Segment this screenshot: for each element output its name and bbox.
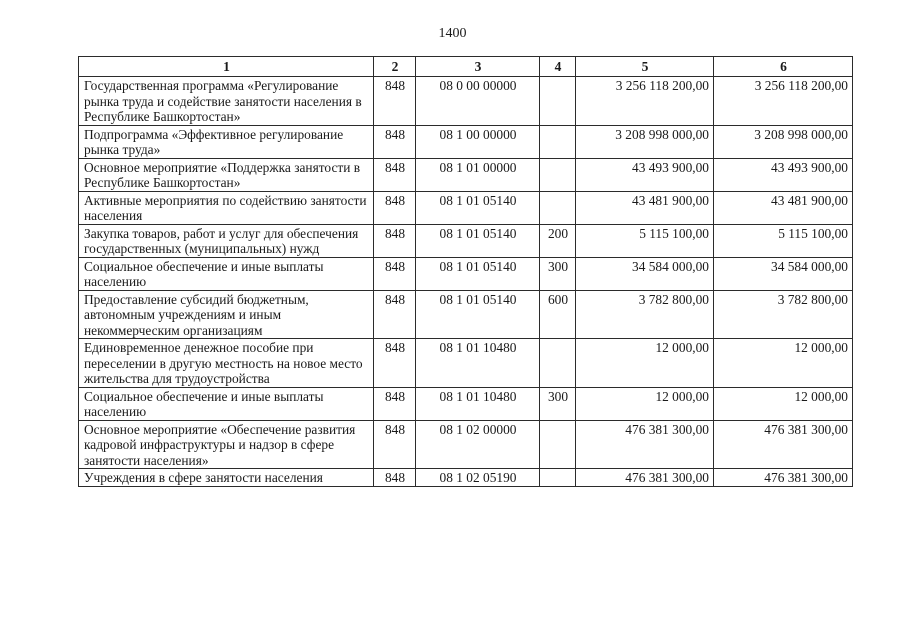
row-expense-type: 300 bbox=[540, 257, 576, 290]
row-expense-type bbox=[540, 469, 576, 487]
row-amount-1: 3 782 800,00 bbox=[576, 290, 714, 339]
row-amount-2: 43 493 900,00 bbox=[714, 158, 853, 191]
row-name: Основное мероприятие «Обеспечение развития кадровой инфраструктуры и надзор в сфере занятости населения» bbox=[79, 420, 374, 469]
row-name: Основное мероприятие «Поддержка занятости в Республике Башкортостан» bbox=[79, 158, 374, 191]
row-expense-type bbox=[540, 77, 576, 126]
row-ministry-code: 848 bbox=[374, 420, 416, 469]
row-target-code: 08 1 01 05140 bbox=[416, 191, 540, 224]
table-row bbox=[79, 387, 853, 420]
row-target-code: 08 1 02 05190 bbox=[416, 469, 540, 487]
row-target-code: 08 1 01 10480 bbox=[416, 339, 540, 388]
table-row bbox=[79, 77, 853, 126]
table-row bbox=[79, 290, 853, 339]
row-target-code: 08 1 02 00000 bbox=[416, 420, 540, 469]
table-row bbox=[79, 158, 853, 191]
row-target-code: 08 1 01 10480 bbox=[416, 387, 540, 420]
row-amount-2: 43 481 900,00 bbox=[714, 191, 853, 224]
column-header: 1 bbox=[79, 57, 374, 77]
table-row bbox=[79, 125, 853, 158]
table-row bbox=[79, 339, 853, 388]
row-ministry-code: 848 bbox=[374, 387, 416, 420]
row-expense-type bbox=[540, 125, 576, 158]
table-header-row bbox=[79, 57, 853, 77]
column-header: 4 bbox=[540, 57, 576, 77]
row-ministry-code: 848 bbox=[374, 191, 416, 224]
row-expense-type bbox=[540, 158, 576, 191]
row-amount-1: 43 481 900,00 bbox=[576, 191, 714, 224]
row-amount-2: 34 584 000,00 bbox=[714, 257, 853, 290]
row-amount-2: 5 115 100,00 bbox=[714, 224, 853, 257]
row-target-code: 08 1 01 00000 bbox=[416, 158, 540, 191]
column-header: 6 bbox=[714, 57, 853, 77]
row-amount-1: 43 493 900,00 bbox=[576, 158, 714, 191]
row-amount-2: 3 208 998 000,00 bbox=[714, 125, 853, 158]
row-expense-type: 600 bbox=[540, 290, 576, 339]
row-amount-1: 34 584 000,00 bbox=[576, 257, 714, 290]
row-amount-2: 476 381 300,00 bbox=[714, 420, 853, 469]
row-name: Учреждения в сфере занятости населения bbox=[79, 469, 374, 487]
row-amount-1: 12 000,00 bbox=[576, 387, 714, 420]
column-header: 2 bbox=[374, 57, 416, 77]
row-ministry-code: 848 bbox=[374, 469, 416, 487]
row-name: Социальное обеспечение и иные выплаты населению bbox=[79, 387, 374, 420]
table-row bbox=[79, 257, 853, 290]
row-expense-type: 300 bbox=[540, 387, 576, 420]
row-amount-1: 3 256 118 200,00 bbox=[576, 77, 714, 126]
row-ministry-code: 848 bbox=[374, 158, 416, 191]
row-target-code: 08 1 01 05140 bbox=[416, 257, 540, 290]
row-name: Активные мероприятия по содействию занятости населения bbox=[79, 191, 374, 224]
row-name: Предоставление субсидий бюджетным, автономным учреждениям и иным некоммерческим организациям bbox=[79, 290, 374, 339]
row-amount-2: 12 000,00 bbox=[714, 387, 853, 420]
row-name: Единовременное денежное пособие при переселении в другую местность на новое место жительства для трудоустройства bbox=[79, 339, 374, 388]
row-expense-type: 200 bbox=[540, 224, 576, 257]
row-amount-2: 3 256 118 200,00 bbox=[714, 77, 853, 126]
row-name: Подпрограмма «Эффективное регулирование рынка труда» bbox=[79, 125, 374, 158]
row-amount-1: 3 208 998 000,00 bbox=[576, 125, 714, 158]
row-ministry-code: 848 bbox=[374, 257, 416, 290]
row-target-code: 08 1 01 05140 bbox=[416, 290, 540, 339]
column-header: 3 bbox=[416, 57, 540, 77]
row-amount-2: 12 000,00 bbox=[714, 339, 853, 388]
column-header: 5 bbox=[576, 57, 714, 77]
row-ministry-code: 848 bbox=[374, 224, 416, 257]
row-amount-1: 5 115 100,00 bbox=[576, 224, 714, 257]
table-row bbox=[79, 224, 853, 257]
table-row bbox=[79, 191, 853, 224]
table-row bbox=[79, 469, 853, 487]
row-name: Государственная программа «Регулирование рынка труда и содействие занятости населения в Республике Башкортостан» bbox=[79, 77, 374, 126]
row-name: Социальное обеспечение и иные выплаты населению bbox=[79, 257, 374, 290]
row-amount-1: 476 381 300,00 bbox=[576, 420, 714, 469]
row-expense-type bbox=[540, 191, 576, 224]
row-name: Закупка товаров, работ и услуг для обеспечения государственных (муниципальных) нужд bbox=[79, 224, 374, 257]
row-amount-1: 12 000,00 bbox=[576, 339, 714, 388]
row-ministry-code: 848 bbox=[374, 339, 416, 388]
row-ministry-code: 848 bbox=[374, 125, 416, 158]
table-row bbox=[79, 420, 853, 469]
row-ministry-code: 848 bbox=[374, 77, 416, 126]
row-target-code: 08 1 01 05140 bbox=[416, 224, 540, 257]
row-expense-type bbox=[540, 339, 576, 388]
row-target-code: 08 1 00 00000 bbox=[416, 125, 540, 158]
row-target-code: 08 0 00 00000 bbox=[416, 77, 540, 126]
row-ministry-code: 848 bbox=[374, 290, 416, 339]
row-expense-type bbox=[540, 420, 576, 469]
budget-table bbox=[78, 56, 853, 487]
page-number: 1400 bbox=[438, 26, 467, 41]
row-amount-1: 476 381 300,00 bbox=[576, 469, 714, 487]
row-amount-2: 3 782 800,00 bbox=[714, 290, 853, 339]
row-amount-2: 476 381 300,00 bbox=[714, 469, 853, 487]
